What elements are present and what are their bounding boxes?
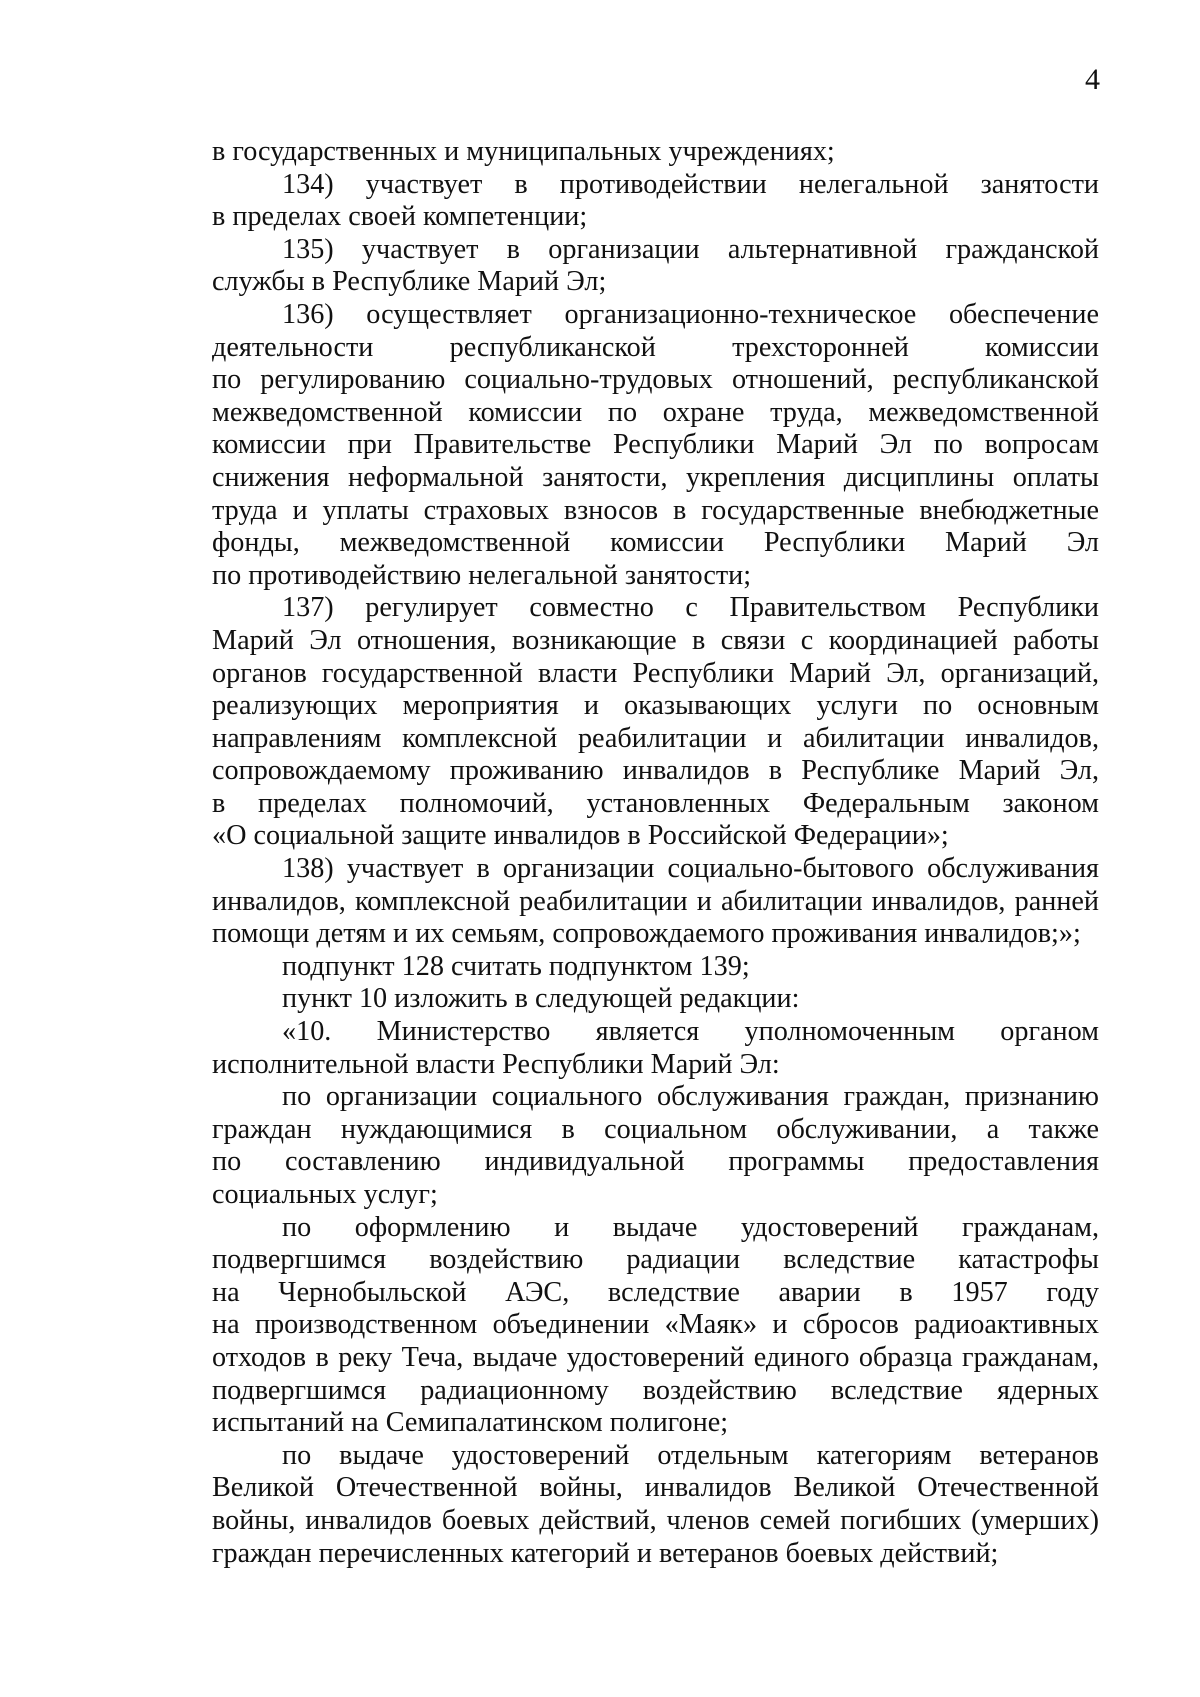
paragraph-p0: [212, 136, 1099, 169]
paragraph-p10: [212, 1016, 1099, 1081]
text-line: исполнительной власти Республики Марий Эл:: [212, 1048, 780, 1080]
text-line: Марий Эл отношения, возникающие в связи с координацией работы: [212, 624, 1099, 656]
paragraph-p134: [212, 169, 1099, 234]
text-line: Великой Отечественной войны, инвалидов Великой Отечественной: [212, 1472, 1099, 1504]
text-line: «10. Министерство является уполномоченным органом: [282, 1016, 1099, 1048]
text-line: снижения неформальной занятости, укрепления дисциплины оплаты: [212, 461, 1099, 493]
text-line: труда и уплаты страховых взносов в государственные внебюджетные: [212, 494, 1099, 526]
text-line: по противодействию нелегальной занятости;: [212, 559, 752, 591]
text-line: по оформлению и выдаче удостоверений гражданам,: [282, 1211, 1099, 1243]
text-line: сопровождаемому проживанию инвалидов в Республике Марий Эл,: [212, 755, 1099, 787]
paragraph-p-veterans: [212, 1440, 1099, 1570]
paragraph-p-sub128: [212, 951, 1099, 984]
text-line: органов государственной власти Республики Марий Эл, организаций,: [212, 657, 1099, 689]
document-body: [212, 136, 1099, 1570]
page-number: 4: [1085, 63, 1100, 96]
text-line: по составлению индивидуальной программы предоставления: [212, 1146, 1099, 1178]
text-line: деятельности республиканской трехсторонней комиссии: [212, 331, 1099, 363]
text-line: 135) участвует в организации альтернативной гражданской: [282, 233, 1099, 265]
text-line: направлениям комплексной реабилитации и абилитации инвалидов,: [212, 722, 1099, 754]
text-line: в пределах полномочий, установленных Федеральным законом: [212, 787, 1099, 819]
paragraph-p137: [212, 592, 1099, 853]
text-line: «О социальной защите инвалидов в Российской Федерации»;: [212, 820, 949, 852]
paragraph-p-radiation: [212, 1212, 1099, 1440]
text-line: испытаний на Семипалатинском полигоне;: [212, 1407, 729, 1439]
text-line: социальных услуг;: [212, 1179, 438, 1210]
text-line: по выдаче удостоверений отдельным категориям ветеранов: [282, 1439, 1099, 1471]
paragraph-p-item10: [212, 983, 1099, 1016]
text-line: в государственных и муниципальных учреждениях;: [212, 136, 835, 167]
text-line: подвергшимся радиационному воздействию вследствие ядерных: [212, 1374, 1099, 1406]
text-line: войны, инвалидов боевых действий, членов семей погибших (умерших): [212, 1504, 1099, 1536]
text-line: по организации социального обслуживания граждан, признанию: [282, 1081, 1099, 1113]
text-line: реализующих мероприятия и оказывающих услуги по основным: [212, 690, 1099, 722]
paragraph-p138: [212, 853, 1099, 951]
text-line: 136) осуществляет организационно-техническое обеспечение: [282, 298, 1099, 330]
text-line: на Чернобыльской АЭС, вследствие аварии в 1957 году: [212, 1276, 1099, 1308]
text-line: граждан нуждающимися в социальном обслуживании, а также: [212, 1113, 1099, 1145]
text-line: комиссии при Правительстве Республики Марий Эл по вопросам: [212, 429, 1099, 461]
text-line: отходов в реку Теча, выдаче удостоверений единого образца гражданам,: [212, 1341, 1099, 1373]
text-line: подпункт 128 считать подпунктом 139;: [282, 950, 750, 982]
text-line: 134) участвует в противодействии нелегальной занятости: [282, 168, 1099, 200]
text-line: по регулированию социально-трудовых отношений, республиканской: [212, 364, 1099, 396]
text-line: 137) регулирует совместно с Правительством Республики: [282, 592, 1099, 624]
text-line: помощи детям и их семьям, сопровождаемого проживания инвалидов;»;: [212, 918, 1081, 950]
text-line: в пределах своей компетенции;: [212, 201, 588, 233]
text-line: граждан перечисленных категорий и ветеранов боевых действий;: [212, 1537, 999, 1569]
text-line: на производственном объединении «Маяк» и сбросов радиоактивных: [212, 1309, 1099, 1341]
text-line: инвалидов, комплексной реабилитации и абилитации инвалидов, ранней: [212, 885, 1099, 917]
text-line: 138) участвует в организации социально-бытового обслуживания: [282, 853, 1099, 885]
paragraph-p136: [212, 299, 1099, 592]
text-line: подвергшимся воздействию радиации вследствие катастрофы: [212, 1244, 1099, 1276]
text-line: службы в Республике Марий Эл;: [212, 266, 607, 298]
paragraph-p-social-service: [212, 1081, 1099, 1211]
text-line: межведомственной комиссии по охране труда, межведомственной: [212, 396, 1099, 428]
paragraph-p135: [212, 234, 1099, 299]
text-line: пункт 10 изложить в следующей редакции:: [282, 983, 800, 1015]
text-line: фонды, межведомственной комиссии Республики Марий Эл: [212, 527, 1099, 559]
